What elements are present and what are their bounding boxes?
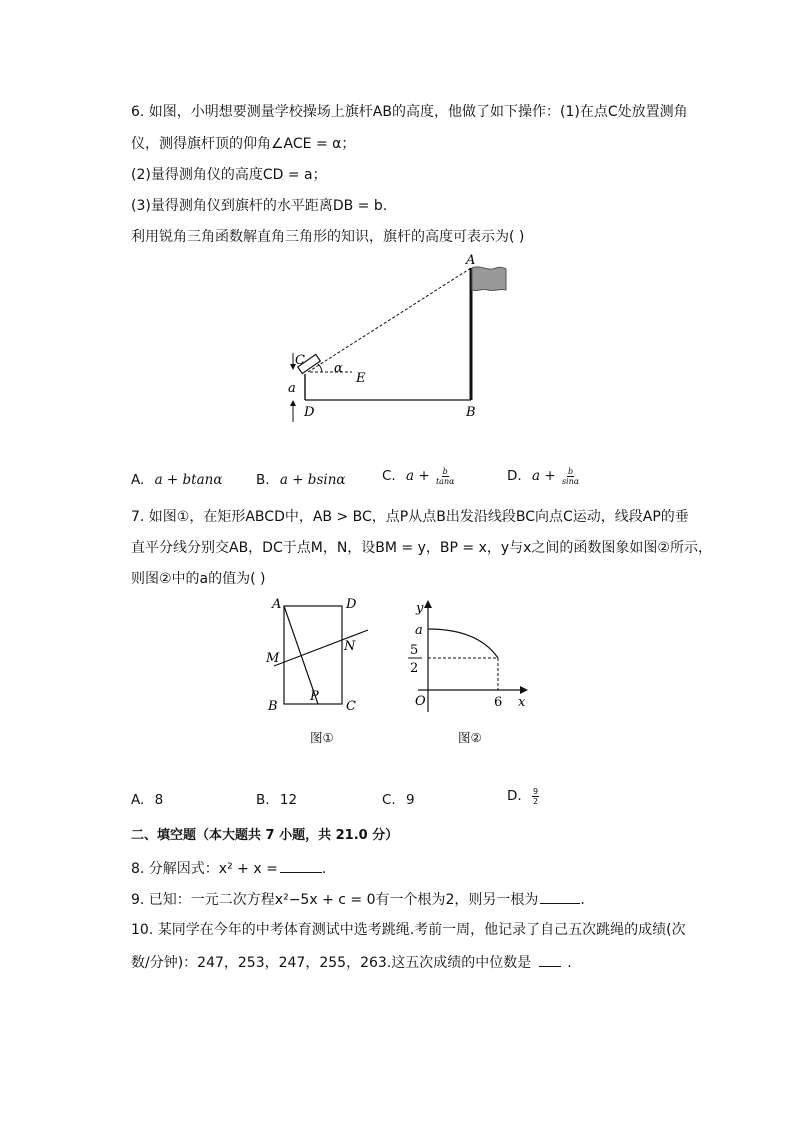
q7-option-a-label: A.	[131, 792, 145, 808]
q7-line-3: 则图②中的a的值为( )	[131, 571, 266, 587]
q7-line-1: 7. 如图①，在矩形ABCD中，AB > BC，点P从点B出发沿线段BC向点C运动，线段AP的垂	[131, 509, 689, 525]
fig6-label-C: C	[295, 353, 305, 368]
fig6-label-alpha: α	[334, 361, 343, 376]
q6-option-d-pre: a +	[531, 468, 556, 484]
q8-text: 8. 分解因式：x² + x =	[131, 861, 278, 877]
fig7a-label-A: A	[272, 597, 282, 612]
q6-line-1: 6. 如图，小明想要测量学校操场上旗杆AB的高度，他做了如下操作：(1)在点C处放置测角	[131, 104, 688, 120]
q9-end: .	[580, 892, 585, 908]
q8-answer-blank[interactable]	[280, 858, 322, 873]
q7-option-d-label: D.	[507, 788, 522, 804]
q6-option-b[interactable]	[256, 470, 346, 490]
fig6-label-E: E	[356, 371, 366, 386]
fig7a-label-P: P	[310, 689, 319, 704]
q10-line-1: 10. 某同学在今年的中考体育测试中选考跳绳.考前一周，他记录了自己五次跳绳的成绩(次	[131, 922, 686, 938]
q7-option-d-num: 9	[532, 786, 539, 796]
q6-option-d-num: b	[567, 466, 574, 476]
q7-option-b-text: 12	[279, 792, 298, 808]
q6-option-b-label: B.	[256, 472, 270, 488]
fig7b-label-O: O	[415, 694, 426, 709]
q10-line-2-text: 数/分钟)：247，253，247，255，263.这五次成绩的中位数是	[131, 955, 532, 971]
fig7b-label-a: a	[415, 623, 423, 638]
q8-end: .	[321, 861, 327, 877]
q6-option-a-label: A.	[131, 472, 145, 488]
q7-option-b-label: B.	[256, 792, 270, 808]
fig2-caption: 图②	[458, 730, 482, 745]
fig7b-label-6: 6	[494, 695, 503, 710]
q6-line-4: (3)量得测角仪到旗杆的水平距离DB = b.	[131, 198, 388, 214]
q7-option-b[interactable]	[256, 790, 297, 810]
q6-option-c-num: b	[442, 466, 448, 476]
fig7b-label-x: x	[518, 695, 526, 710]
q8	[131, 858, 326, 879]
q7-option-c-text: 9	[406, 792, 415, 808]
q6-option-d[interactable]	[507, 466, 579, 486]
q7-rectangle-figure	[262, 592, 377, 717]
fig1-caption: 图①	[310, 730, 334, 745]
q6-option-a-text: a + btanα	[154, 472, 223, 488]
fig7a-label-D: D	[346, 597, 357, 612]
q10-answer-blank[interactable]	[539, 952, 561, 967]
fig6-label-A: A	[466, 253, 476, 268]
q6-option-c[interactable]	[382, 466, 455, 486]
q6-line-3: (2)量得测角仪的高度CD = a；	[131, 167, 327, 183]
q6-option-c-label: C.	[382, 468, 396, 484]
q9-text: 9. 已知：一元二次方程x²−5x + c = 0有一个根为2，则另一根为	[131, 892, 539, 908]
q7-option-d-den: 2	[532, 796, 539, 806]
fig7a-label-M: M	[266, 651, 280, 666]
fig7b-frac-num: 5	[410, 643, 419, 658]
fig6-label-a: a	[288, 381, 296, 396]
q7-option-d[interactable]	[507, 786, 539, 806]
q10-end: .	[567, 955, 572, 971]
fig7b-label-y: y	[416, 601, 424, 616]
q6-option-d-den: sinα	[561, 476, 580, 486]
fig6-label-D: D	[304, 405, 315, 420]
q6-line-5: 利用锐角三角函数解直角三角形的知识，旗杆的高度可表示为( )	[131, 229, 525, 245]
q6-option-b-text: a + bsinα	[279, 472, 346, 488]
q9	[131, 889, 585, 910]
q6-option-c-den: tanα	[435, 476, 455, 486]
q6-line-2: 仪，测得旗杆顶的仰角∠ACE = α；	[131, 136, 356, 152]
q6-option-c-pre: a +	[406, 468, 430, 484]
section-2-heading: 二、填空题（本大题共 7 小题，共 21.0 分）	[131, 828, 399, 843]
q6-option-d-label: D.	[507, 468, 522, 484]
q7-option-c[interactable]	[382, 790, 415, 810]
q6-option-a[interactable]	[131, 470, 222, 490]
q6-flagpole-figure	[280, 250, 530, 430]
q7-option-a[interactable]	[131, 790, 163, 810]
fig7a-label-C: C	[346, 699, 356, 714]
fig7b-frac-den: 2	[410, 661, 419, 676]
q10-line-2	[131, 952, 572, 973]
q7-option-a-text: 8	[154, 792, 164, 808]
fig7a-label-N: N	[344, 639, 356, 654]
q7-graph-figure	[398, 592, 538, 717]
fig7a-label-B: B	[268, 699, 278, 714]
q7-option-c-label: C.	[382, 792, 396, 808]
q7-line-2: 直平分线分别交AB，DC于点M，N，设BM = y，BP = x，y与x之间的函数图象如图②所示，	[131, 540, 712, 556]
fig6-label-B: B	[466, 405, 476, 420]
q9-answer-blank[interactable]	[540, 889, 580, 904]
